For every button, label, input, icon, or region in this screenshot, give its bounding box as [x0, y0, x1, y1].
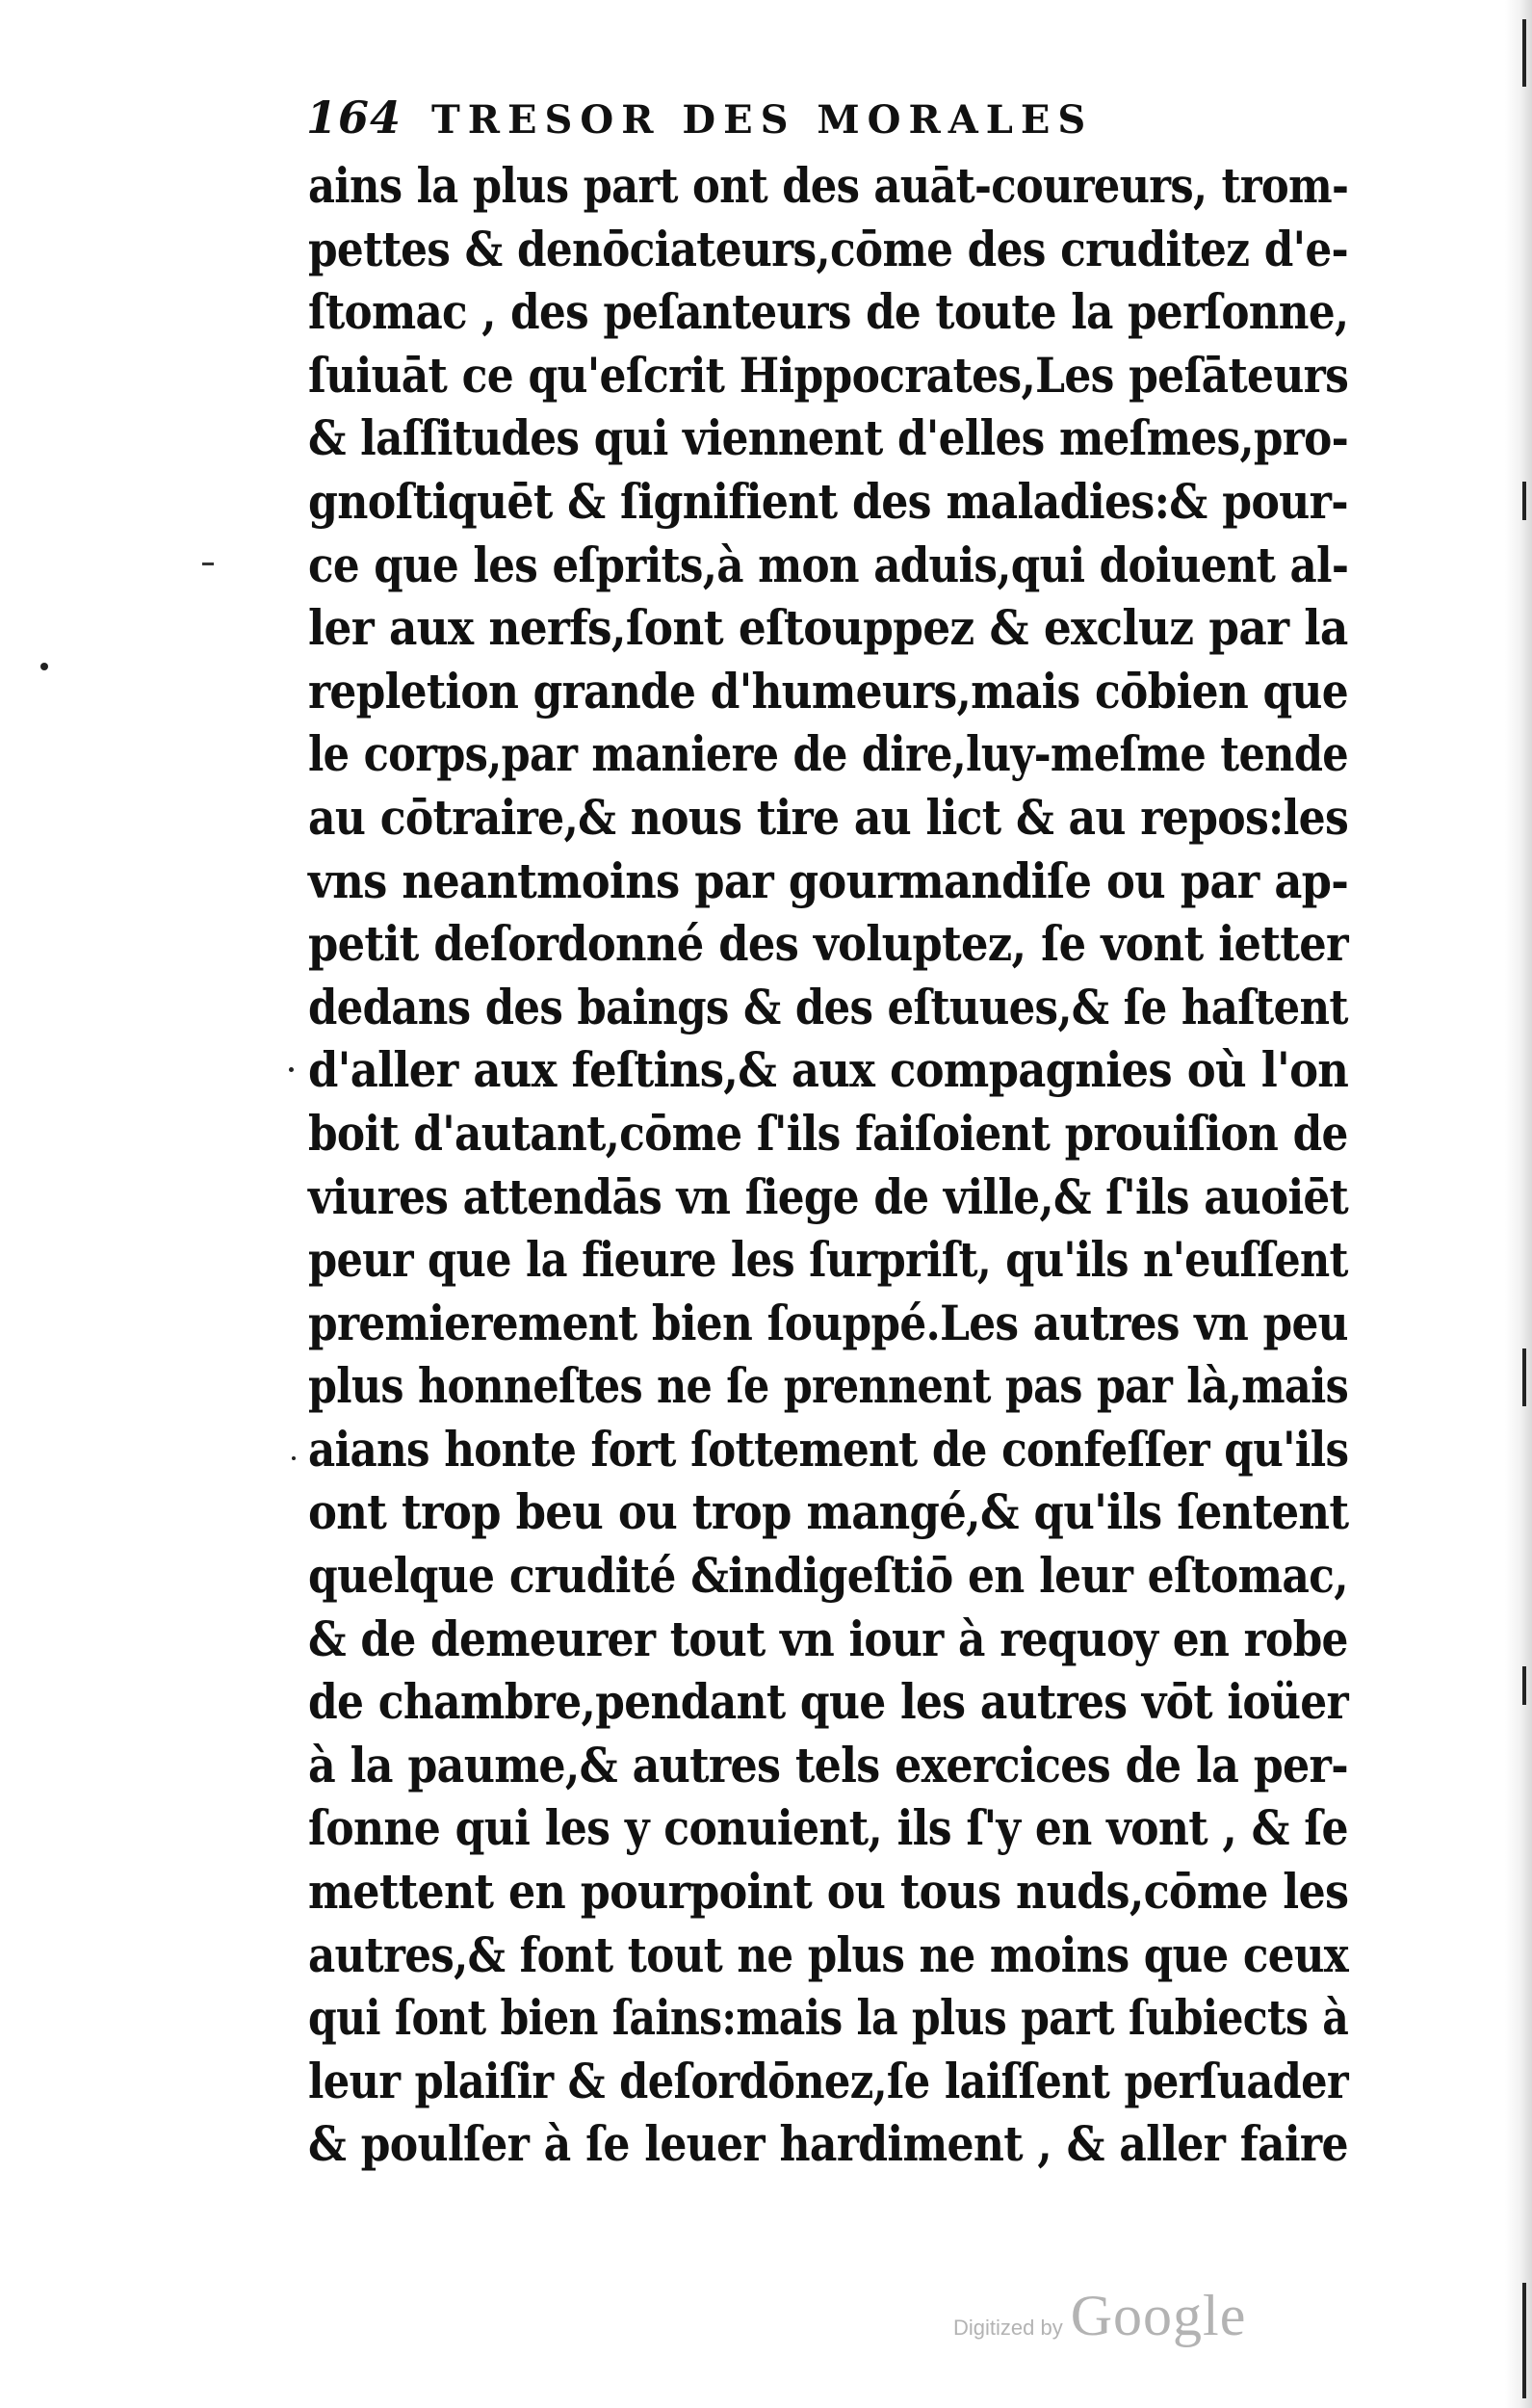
text-line: & laſſitudes qui viennent d'elles meſmes,pro-: [308, 409, 1349, 467]
body-text: [308, 154, 1348, 2176]
page-binding-edge: [1505, 0, 1532, 2408]
text-line: à la paume,& autres tels exercices de la per-: [308, 1736, 1348, 1793]
text-line: & de demeurer tout vn iour à requoy en robe: [308, 1610, 1348, 1667]
text-line: ont trop beu ou trop mangé,& qu'ils ſentent: [308, 1483, 1349, 1541]
text-line: au cōtraire,& nous tire au lict & au repos:les: [308, 788, 1349, 846]
edge-mark: [1522, 1348, 1526, 1406]
text-line: petit deſordonné des voluptez, ſe vont ietter: [308, 915, 1348, 973]
text-line: & poulſer à ſe leuer hardiment , & aller faire: [308, 2115, 1348, 2173]
text-line: boit d'autant,cōme ſ'ils faiſoient prouiſion de: [308, 1104, 1348, 1162]
edge-mark: [1522, 482, 1526, 520]
edge-mark: [1522, 19, 1526, 87]
page-number: 164: [306, 92, 402, 144]
running-title: TRESOR DES MORALES: [431, 97, 1094, 143]
text-line: plus honneſtes ne ſe prennent pas par là,mais: [308, 1357, 1349, 1415]
text-line: ce que les eſprits,à mon aduis,qui doiuent al-: [308, 536, 1349, 593]
text-line: repletion grande d'humeurs,mais cōbien que: [308, 662, 1348, 720]
text-line: viures attendās vn ſiege de ville,& ſ'ils auoiēt: [308, 1167, 1349, 1225]
margin-mark: [40, 663, 48, 670]
margin-mark: [292, 1456, 296, 1460]
text-line: ler aux nerfs,ſont eſtouppez & excluz par la: [308, 599, 1348, 657]
text-line: qui ſont bien ſains:mais la plus part ſubiects à: [308, 1989, 1349, 2047]
text-line: ſonne qui les y conuient, ils ſ'y en vont , & ſe: [308, 1799, 1348, 1857]
margin-mark: [202, 563, 214, 565]
text-line: mettent en pourpoint ou tous nuds,cōme les: [308, 1863, 1349, 1921]
text-line: peur que la fieure les ſurpriſt, qu'ils n'euſſent: [308, 1231, 1348, 1289]
running-head: [306, 92, 1269, 149]
margin-mark: [289, 1067, 294, 1072]
watermark-label: Digitized by: [953, 2316, 1063, 2340]
text-line: aians honte fort ſottement de confeſſer qu'ils: [308, 1420, 1349, 1478]
text-line: gnoſtiquēt & ſignifient des maladies:& pour-: [308, 472, 1348, 530]
text-line: ſtomac , des peſanteurs de toute la perſonne,: [308, 283, 1349, 341]
text-line: d'aller aux feſtins,& aux compagnies où l'on: [308, 1041, 1349, 1099]
text-line: le corps,par maniere de dire,luy-meſme tende: [308, 725, 1348, 783]
text-line: premierement bien ſouppé.Les autres vn peu: [308, 1294, 1348, 1351]
text-line: pettes & denōciateurs,cōme des cruditez d'e-: [308, 220, 1349, 277]
text-line: leur plaiſir & deſordōnez,ſe laiſſent perſuader: [308, 2052, 1348, 2109]
edge-mark: [1522, 2283, 1526, 2398]
digitized-watermark: [953, 2283, 1246, 2349]
text-line: quelque crudité &indigeſtiō en leur eſtomac,: [308, 1547, 1348, 1605]
google-logo: Google: [1070, 2284, 1247, 2347]
text-line: dedans des baings & des eſtuues,& ſe haſtent: [308, 978, 1348, 1035]
text-line: de chambre,pendant que les autres vōt ioüer: [308, 1673, 1348, 1731]
text-line: ains la plus part ont des auāt-coureurs, trom-: [308, 157, 1349, 214]
text-line: ſuiuāt ce qu'eſcrit Hippocrates,Les peſāteurs: [308, 346, 1349, 404]
text-line: vns neantmoins par gourmandiſe ou par ap-: [308, 851, 1349, 909]
text-line: autres,& font tout ne plus ne moins que ceux: [308, 1925, 1349, 1983]
edge-mark: [1522, 1666, 1526, 1705]
